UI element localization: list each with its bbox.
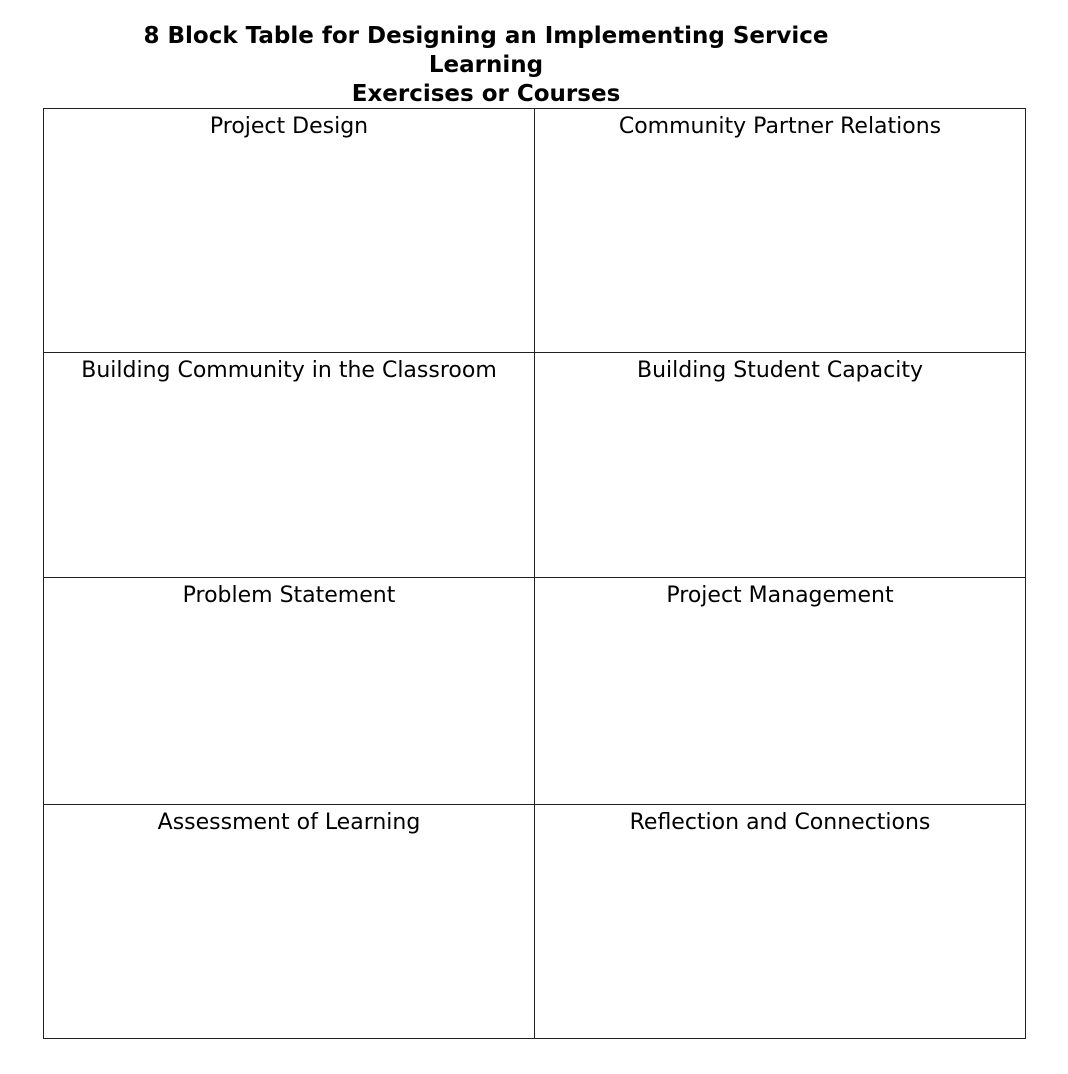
block-community-partner-relations[interactable] bbox=[535, 109, 1026, 353]
block-label: Building Community in the Classroom bbox=[81, 358, 497, 383]
block-label: Project Design bbox=[209, 114, 369, 139]
block-problem-statement[interactable] bbox=[44, 578, 535, 805]
eight-block-table bbox=[43, 108, 1026, 1039]
block-label: Reflection and Connections bbox=[629, 810, 931, 835]
block-building-student-capacity[interactable] bbox=[535, 353, 1026, 578]
block-reflection-and-connections[interactable] bbox=[535, 805, 1026, 1039]
title-line-2: Exercises or Courses bbox=[351, 81, 621, 107]
title-line-1: 8 Block Table for Designing an Implementing Service Learning bbox=[143, 23, 829, 78]
block-label: Community Partner Relations bbox=[618, 114, 942, 139]
block-project-design[interactable] bbox=[44, 109, 535, 353]
table-row bbox=[44, 109, 1026, 353]
table-row bbox=[44, 353, 1026, 578]
table-row bbox=[44, 805, 1026, 1039]
block-label: Assessment of Learning bbox=[157, 810, 421, 835]
block-label: Project Management bbox=[666, 583, 894, 608]
block-label: Building Student Capacity bbox=[637, 358, 923, 383]
block-building-community[interactable] bbox=[44, 353, 535, 578]
document-title bbox=[86, 22, 886, 109]
block-label: Problem Statement bbox=[182, 583, 396, 608]
block-assessment-of-learning[interactable] bbox=[44, 805, 535, 1039]
table-row bbox=[44, 578, 1026, 805]
block-project-management[interactable] bbox=[535, 578, 1026, 805]
